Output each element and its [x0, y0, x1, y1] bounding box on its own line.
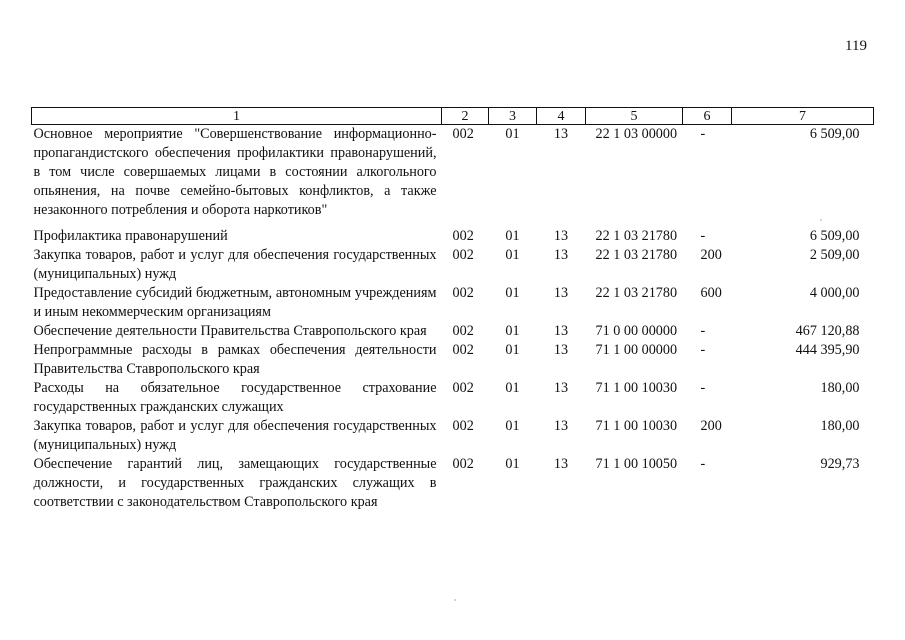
row-code-4: 13 — [553, 126, 569, 142]
row-code-6: - — [700, 380, 706, 396]
header-col-6: 6 — [683, 108, 732, 125]
row-code-2: 002 — [452, 418, 474, 434]
table-row — [32, 284, 874, 322]
row-code-6: 600 — [700, 285, 722, 301]
row-code-3: 01 — [505, 247, 520, 263]
table-row — [32, 455, 874, 512]
row-code-2: 002 — [452, 323, 474, 339]
row-amount: 467 120,88 — [795, 323, 860, 339]
scan-speck — [820, 219, 822, 221]
row-code-6: - — [700, 323, 706, 339]
row-code-3: 01 — [505, 285, 520, 301]
row-code-3: 01 — [505, 126, 520, 142]
row-code-5: 71 1 00 00000 — [595, 342, 678, 358]
row-code-4: 13 — [553, 342, 569, 358]
row-code-5: 71 0 00 00000 — [595, 323, 678, 339]
row-amount: 4 000,00 — [809, 285, 860, 301]
header-col-1: 1 — [32, 108, 442, 125]
row-name: Профилактика правонарушений — [33, 228, 228, 244]
row-code-4: 13 — [553, 456, 569, 472]
row-code-3: 01 — [505, 323, 520, 339]
row-code-2: 002 — [452, 380, 474, 396]
row-code-3: 01 — [505, 418, 520, 434]
row-code-4: 13 — [553, 380, 569, 396]
row-code-4: 13 — [553, 285, 569, 301]
header-row — [32, 108, 874, 125]
row-name: Предоставление субсидий бюджетным, автономным учреждениям и иным некоммерческим организациям — [33, 285, 437, 320]
row-code-6: - — [700, 126, 706, 142]
row-code-6: - — [700, 228, 706, 244]
row-code-3: 01 — [505, 228, 520, 244]
row-amount: 2 509,00 — [809, 247, 860, 263]
row-name: Основное мероприятие "Совершенствование информационно-пропагандистского обеспечения профилактики правонарушений, в том числе совершаемых лицами в состоянии алкогольного опьянения, на почве семейно-бытовых конфликтов, а также незаконного потребления и оборота наркотиков" — [33, 126, 437, 218]
row-spacer — [32, 220, 874, 227]
row-code-3: 01 — [505, 342, 520, 358]
row-name: Непрограммные расходы в рамках обеспечения деятельности Правительства Ставропольского края — [33, 342, 437, 377]
row-code-4: 13 — [553, 323, 569, 339]
budget-table — [31, 107, 874, 512]
row-name: Обеспечение деятельности Правительства Ставропольского края — [33, 323, 427, 339]
row-code-2: 002 — [452, 126, 474, 142]
row-name: Расходы на обязательное государственное страхование государственных гражданских служащих — [33, 380, 437, 415]
row-code-5: 22 1 03 00000 — [595, 126, 678, 142]
row-code-5: 71 1 00 10030 — [595, 380, 678, 396]
header-col-3: 3 — [489, 108, 537, 125]
header-col-7: 7 — [732, 108, 874, 125]
table-row — [32, 417, 874, 455]
header-col-5: 5 — [586, 108, 683, 125]
row-code-4: 13 — [553, 418, 569, 434]
header-col-4: 4 — [537, 108, 586, 125]
row-amount: 180,00 — [820, 418, 860, 434]
row-amount: 929,73 — [820, 456, 860, 472]
row-amount: 444 395,90 — [795, 342, 860, 358]
row-amount: 6 509,00 — [809, 228, 860, 244]
table-row — [32, 379, 874, 417]
row-code-4: 13 — [553, 228, 569, 244]
row-code-2: 002 — [452, 247, 474, 263]
row-code-5: 22 1 03 21780 — [595, 247, 678, 263]
row-code-2: 002 — [452, 228, 474, 244]
row-code-6: - — [700, 342, 706, 358]
table-row — [32, 341, 874, 379]
table-row — [32, 246, 874, 284]
header-col-2: 2 — [442, 108, 489, 125]
row-amount: 180,00 — [820, 380, 860, 396]
scan-speck — [454, 599, 456, 601]
row-code-6: 200 — [700, 418, 722, 434]
row-code-5: 22 1 03 21780 — [595, 285, 678, 301]
row-amount: 6 509,00 — [809, 126, 860, 142]
row-code-3: 01 — [505, 456, 520, 472]
row-code-5: 71 1 00 10050 — [595, 456, 678, 472]
row-code-4: 13 — [553, 247, 569, 263]
table-row — [32, 322, 874, 341]
row-code-5: 71 1 00 10030 — [595, 418, 678, 434]
row-name: Закупка товаров, работ и услуг для обеспечения государственных (муниципальных) нужд — [33, 247, 437, 282]
row-code-6: 200 — [700, 247, 722, 263]
row-code-6: - — [700, 456, 706, 472]
table-row — [32, 125, 874, 221]
table-row — [32, 227, 874, 246]
page-number: 119 — [845, 38, 867, 54]
row-code-3: 01 — [505, 380, 520, 396]
row-name: Обеспечение гарантий лиц, замещающих государственные должности, и государственных гражданских служащих в соответствии с законодательством Ставропольского края — [33, 456, 437, 510]
row-code-5: 22 1 03 21780 — [595, 228, 678, 244]
row-code-2: 002 — [452, 285, 474, 301]
row-code-2: 002 — [452, 456, 474, 472]
row-code-2: 002 — [452, 342, 474, 358]
row-name: Закупка товаров, работ и услуг для обеспечения государственных (муниципальных) нужд — [33, 418, 437, 453]
